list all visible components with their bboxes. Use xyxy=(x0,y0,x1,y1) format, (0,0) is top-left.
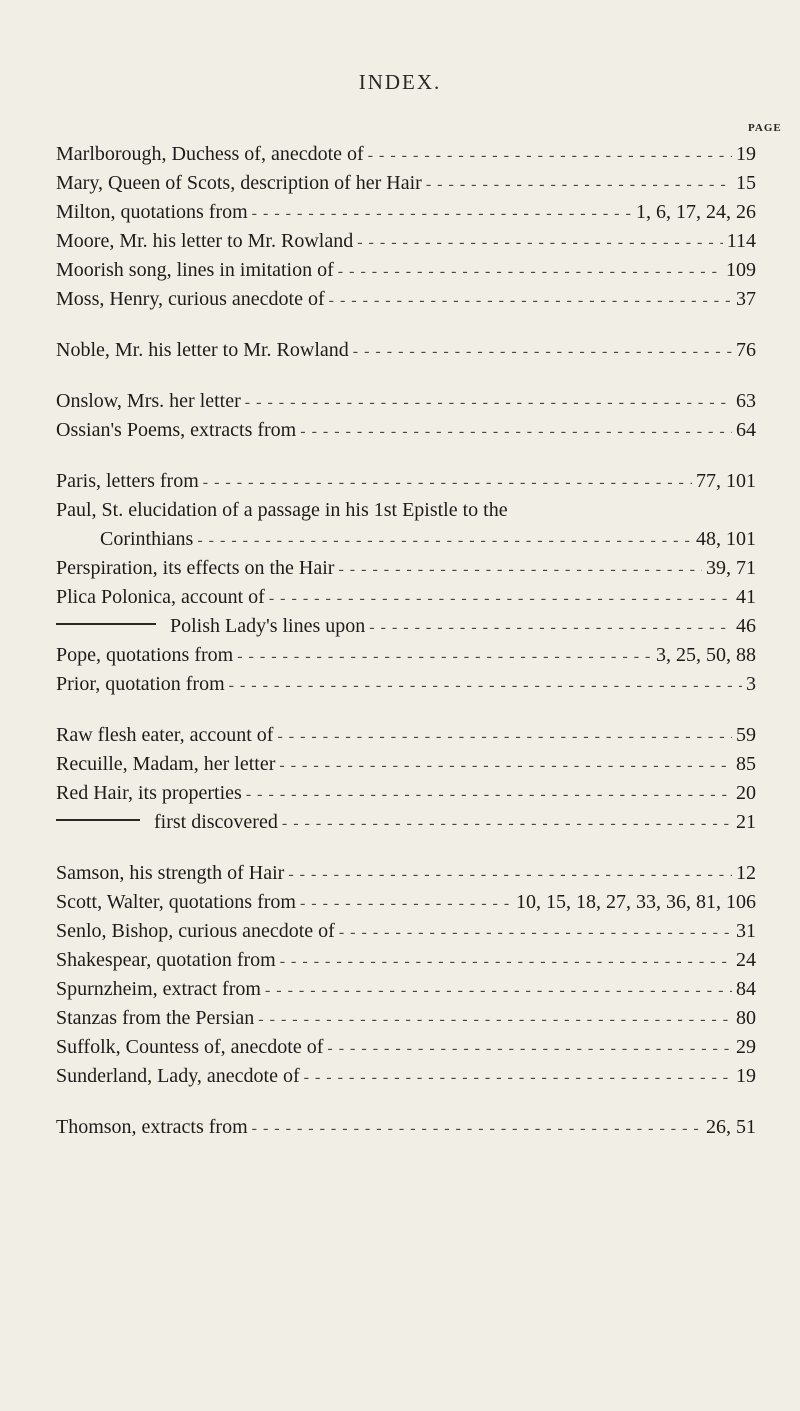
group-spacer xyxy=(56,837,756,859)
entry-page: 39, 71 xyxy=(706,557,756,579)
index-entry xyxy=(56,975,756,1004)
index-entry xyxy=(56,779,756,808)
index-entry xyxy=(56,917,756,946)
group-spacer xyxy=(56,314,756,336)
index-entry xyxy=(56,859,756,888)
entry-text: Thomson, extracts from xyxy=(56,1116,248,1138)
index-subentry xyxy=(56,612,756,641)
ditto-rule xyxy=(56,819,140,821)
entry-text: Ossian's Poems, extracts from xyxy=(56,419,297,441)
leader-dots xyxy=(245,388,732,417)
index-entry xyxy=(56,140,756,169)
group-spacer xyxy=(56,1091,756,1113)
index-entry xyxy=(56,496,756,525)
entry-page: 12 xyxy=(736,862,756,884)
leader-dots xyxy=(304,1063,732,1092)
entry-text: Suffolk, Countess of, anecdote of xyxy=(56,1036,324,1058)
entry-page: 20 xyxy=(736,782,756,804)
index-entry xyxy=(56,670,756,699)
entry-page: 84 xyxy=(736,978,756,1000)
leader-dots xyxy=(229,671,742,700)
entry-text: Moss, Henry, curious anecdote of xyxy=(56,288,325,310)
entry-text: Onslow, Mrs. her letter xyxy=(56,390,241,412)
entry-text: Pope, quotations from xyxy=(56,644,234,666)
index-entry xyxy=(56,750,756,779)
group-spacer xyxy=(56,365,756,387)
leader-dots xyxy=(237,642,652,671)
leader-dots xyxy=(338,555,702,584)
entry-page: 109 xyxy=(726,259,756,281)
leader-dots xyxy=(368,141,732,170)
entry-text: Red Hair, its properties xyxy=(56,782,242,804)
entry-page: 80 xyxy=(736,1007,756,1029)
entry-page: 64 xyxy=(736,419,756,441)
leader-dots xyxy=(279,751,732,780)
entry-text: Moore, Mr. his letter to Mr. Rowland xyxy=(56,230,354,252)
subentry-text: first discovered xyxy=(154,811,278,833)
entry-text: Spurnzheim, extract from xyxy=(56,978,261,1000)
entry-page: 59 xyxy=(736,724,756,746)
entry-text xyxy=(56,612,365,641)
index-entry xyxy=(56,336,756,365)
index-subentry xyxy=(56,808,756,837)
entry-page: 10, 15, 18, 27, 33, 36, 81, 106 xyxy=(516,891,756,913)
leader-dots xyxy=(280,947,732,976)
index-entry xyxy=(56,1033,756,1062)
index-entry-continuation xyxy=(56,525,756,554)
entry-text: Paris, letters from xyxy=(56,470,199,492)
index-entry xyxy=(56,1062,756,1091)
leader-dots xyxy=(339,918,732,947)
subentry-text: Polish Lady's lines upon xyxy=(170,615,366,637)
entry-page: 19 xyxy=(736,1065,756,1087)
leader-dots xyxy=(269,584,732,613)
entry-text: Marlborough, Duchess of, anecdote of xyxy=(56,143,364,165)
entry-page: 1, 6, 17, 24, 26 xyxy=(636,201,756,223)
leader-dots xyxy=(277,722,732,751)
index-entry xyxy=(56,1004,756,1033)
index-entry xyxy=(56,285,756,314)
page-heading: INDEX. xyxy=(358,70,442,94)
entry-page: 41 xyxy=(736,586,756,608)
index-entry xyxy=(56,888,756,917)
entry-text: Noble, Mr. his letter to Mr. Rowland xyxy=(56,339,349,361)
entry-text: Recuille, Madam, her letter xyxy=(56,753,276,775)
entry-text: Shakespear, quotation from xyxy=(56,949,276,971)
page-column-label: PAGE xyxy=(748,122,782,134)
entry-page: 85 xyxy=(736,753,756,775)
entry-page: 29 xyxy=(736,1036,756,1058)
leader-dots xyxy=(327,1034,732,1063)
leader-dots xyxy=(300,417,732,446)
entry-page: 26, 51 xyxy=(706,1116,756,1138)
leader-dots xyxy=(258,1005,732,1034)
leader-dots xyxy=(203,468,692,497)
ditto-rule xyxy=(56,623,156,625)
index-entry xyxy=(56,554,756,583)
entry-text: Mary, Queen of Scots, description of her Hair xyxy=(56,172,422,194)
entry-text: Raw flesh eater, account of xyxy=(56,724,274,746)
group-spacer xyxy=(56,699,756,721)
leader-dots xyxy=(252,1114,702,1143)
entry-text: Plica Polonica, account of xyxy=(56,586,265,608)
entry-text: Sunderland, Lady, anecdote of xyxy=(56,1065,300,1087)
leader-dots xyxy=(353,337,732,366)
entry-text: Scott, Walter, quotations from xyxy=(56,891,296,913)
entry-text: Moorish song, lines in imitation of xyxy=(56,259,334,281)
entry-text: Milton, quotations from xyxy=(56,201,248,223)
entry-page: 31 xyxy=(736,920,756,942)
entry-text: Stanzas from the Persian xyxy=(56,1007,255,1029)
index-entry xyxy=(56,387,756,416)
leader-dots xyxy=(369,613,732,642)
leader-dots xyxy=(246,780,732,809)
entry-page: 48, 101 xyxy=(696,528,756,550)
entry-text: Samson, his strength of Hair xyxy=(56,862,285,884)
leader-dots xyxy=(288,860,732,889)
index-entry xyxy=(56,198,756,227)
leader-dots xyxy=(357,228,723,257)
entry-text: Perspiration, its effects on the Hair xyxy=(56,557,335,579)
entry-page: 21 xyxy=(736,811,756,833)
index-entry xyxy=(56,946,756,975)
leader-dots xyxy=(300,889,512,918)
index-entry xyxy=(56,256,756,285)
entry-text xyxy=(56,808,278,837)
index-entry xyxy=(56,641,756,670)
index-entry xyxy=(56,416,756,445)
entry-page: 63 xyxy=(736,390,756,412)
entry-page: 19 xyxy=(736,143,756,165)
entry-page: 37 xyxy=(736,288,756,310)
entry-text: Corinthians xyxy=(100,528,194,550)
index-entry xyxy=(56,583,756,612)
entry-page: 3 xyxy=(746,673,756,695)
leader-dots xyxy=(338,257,722,286)
entry-text: Paul, St. elucidation of a passage in his 1st Epistle to the xyxy=(56,499,508,521)
leader-dots xyxy=(252,199,632,228)
entry-page: 46 xyxy=(736,615,756,637)
index-entry xyxy=(56,1113,756,1142)
index-entry xyxy=(56,467,756,496)
leader-dots xyxy=(426,170,732,199)
leader-dots xyxy=(197,526,692,555)
entry-text: Senlo, Bishop, curious anecdote of xyxy=(56,920,335,942)
entry-page: 24 xyxy=(736,949,756,971)
index-entries xyxy=(56,140,756,1142)
index-entry xyxy=(56,169,756,198)
entry-page: 76 xyxy=(736,339,756,361)
index-entry xyxy=(56,227,756,256)
leader-dots xyxy=(329,286,732,315)
entry-page: 15 xyxy=(736,172,756,194)
entry-page: 114 xyxy=(726,230,756,252)
group-spacer xyxy=(56,445,756,467)
entry-text: Prior, quotation from xyxy=(56,673,225,695)
leader-dots xyxy=(265,976,732,1005)
leader-dots xyxy=(282,809,732,838)
entry-page: 77, 101 xyxy=(696,470,756,492)
entry-page: 3, 25, 50, 88 xyxy=(656,644,756,666)
index-entry xyxy=(56,721,756,750)
